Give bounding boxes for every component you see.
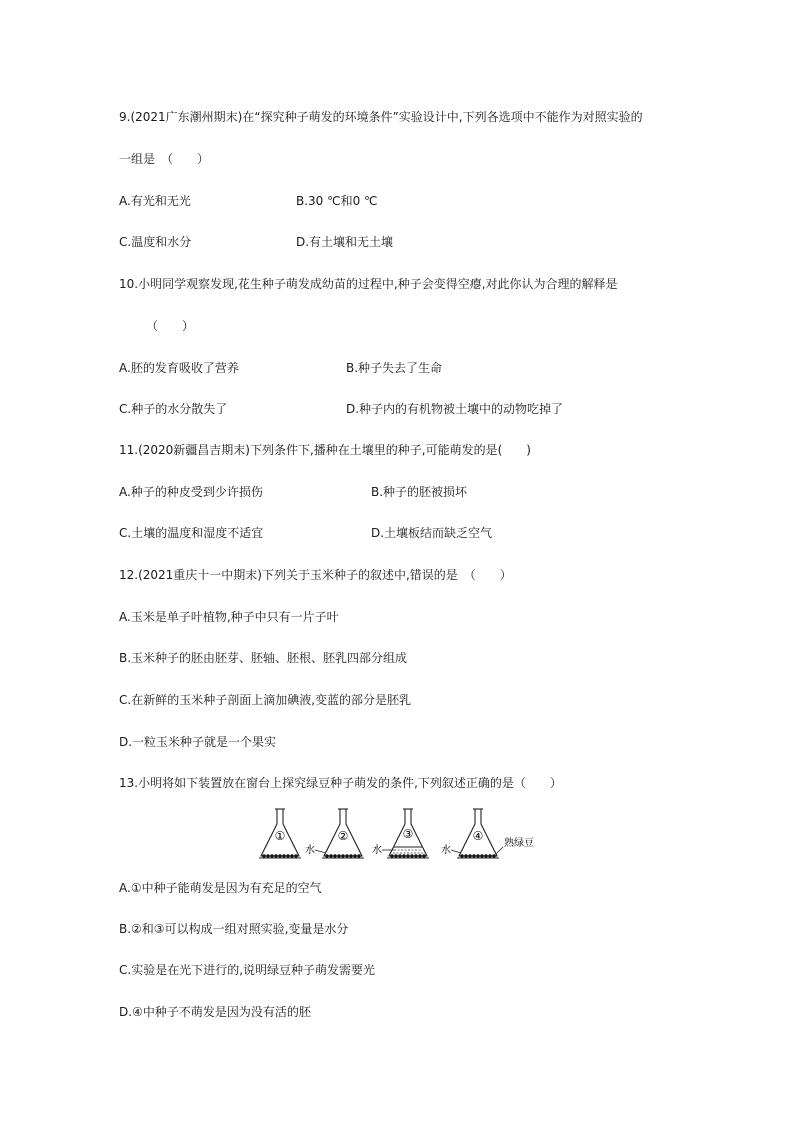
flask-3-label: ③ <box>402 827 414 841</box>
question-12-option-c: C.在新鲜的玉米种子剖面上滴加碘液,变蓝的部分是胚乳 <box>119 693 412 707</box>
flask-3-water-label: 水 <box>372 845 382 856</box>
question-12-stem: 12.(2021重庆十一中期末)下列关于玉米种子的叙述中,错误的是 （ ） <box>119 568 512 582</box>
flask-3 <box>372 809 429 858</box>
flask-2-label: ② <box>337 829 349 843</box>
question-10-option-c: C.种子的水分散失了 <box>119 402 228 416</box>
question-10-option-b: B.种子失去了生命 <box>346 361 443 375</box>
question-10-stem-continued: （ ） <box>146 319 195 333</box>
question-10-option-d: D.种子内的有机物被土壤中的动物吃掉了 <box>346 402 564 416</box>
question-11-option-a: A.种子的种皮受到少许损伤 <box>119 485 263 499</box>
question-10-stem: 10.小明同学观察发现,花生种子萌发成幼苗的过程中,种子会变得空瘪,对此你认为合理的解释是 <box>119 277 618 291</box>
cooked-beans-label: 熟绿豆 <box>504 838 534 849</box>
question-9-stem: 9.(2021广东潮州期末)在“探究种子萌发的环境条件”实验设计中,下列各选项中不能作为对照实验的 <box>119 110 643 124</box>
question-13-stem: 13.小明将如下装置放在窗台上探究绿豆种子萌发的条件,下列叙述正确的是（ ） <box>119 776 562 790</box>
question-12-option-a: A.玉米是单子叶植物,种子中只有一片子叶 <box>119 610 339 624</box>
question-12-option-d: D.一粒玉米种子就是一个果实 <box>119 735 277 749</box>
question-9-option-c: C.温度和水分 <box>119 235 192 249</box>
flask-apparatus-figure <box>256 806 546 864</box>
question-13-option-b: B.②和③可以构成一组对照实验,变量是水分 <box>119 922 349 936</box>
flask-2 <box>305 809 364 858</box>
question-11-option-b: B.种子的胚被损坏 <box>371 485 468 499</box>
question-11-option-c: C.土壤的温度和湿度不适宜 <box>119 526 264 540</box>
question-9-stem-continued: 一组是 （ ） <box>119 152 210 166</box>
question-13-option-d: D.④中种子不萌发是因为没有活的胚 <box>119 1005 311 1019</box>
flask-4-label: ④ <box>472 829 484 843</box>
question-13-option-a: A.①中种子能萌发是因为有充足的空气 <box>119 881 322 895</box>
question-13-option-c: C.实验是在光下进行的,说明绿豆种子萌发需要光 <box>119 963 376 977</box>
flask-4-water-label: 水 <box>441 845 451 856</box>
question-12-option-b: B.玉米种子的胚由胚芽、胚轴、胚根、胚乳四部分组成 <box>119 651 408 665</box>
question-9-option-d: D.有土壤和无土壤 <box>296 235 394 249</box>
flask-2-water-label: 水 <box>305 845 315 856</box>
question-10-option-a: A.胚的发育吸收了营养 <box>119 361 239 375</box>
question-11-stem: 11.(2020新疆昌吉期末)下列条件下,播种在土壤里的种子,可能萌发的是( ) <box>119 443 531 457</box>
flask-1 <box>259 809 301 858</box>
question-11-option-d: D.土壤板结而缺乏空气 <box>371 526 493 540</box>
question-9-option-a: A.有光和无光 <box>119 194 191 208</box>
flask-1-label: ① <box>274 829 286 843</box>
flask-4 <box>441 809 534 858</box>
question-9-option-b: B.30 ℃和0 ℃ <box>296 194 378 208</box>
